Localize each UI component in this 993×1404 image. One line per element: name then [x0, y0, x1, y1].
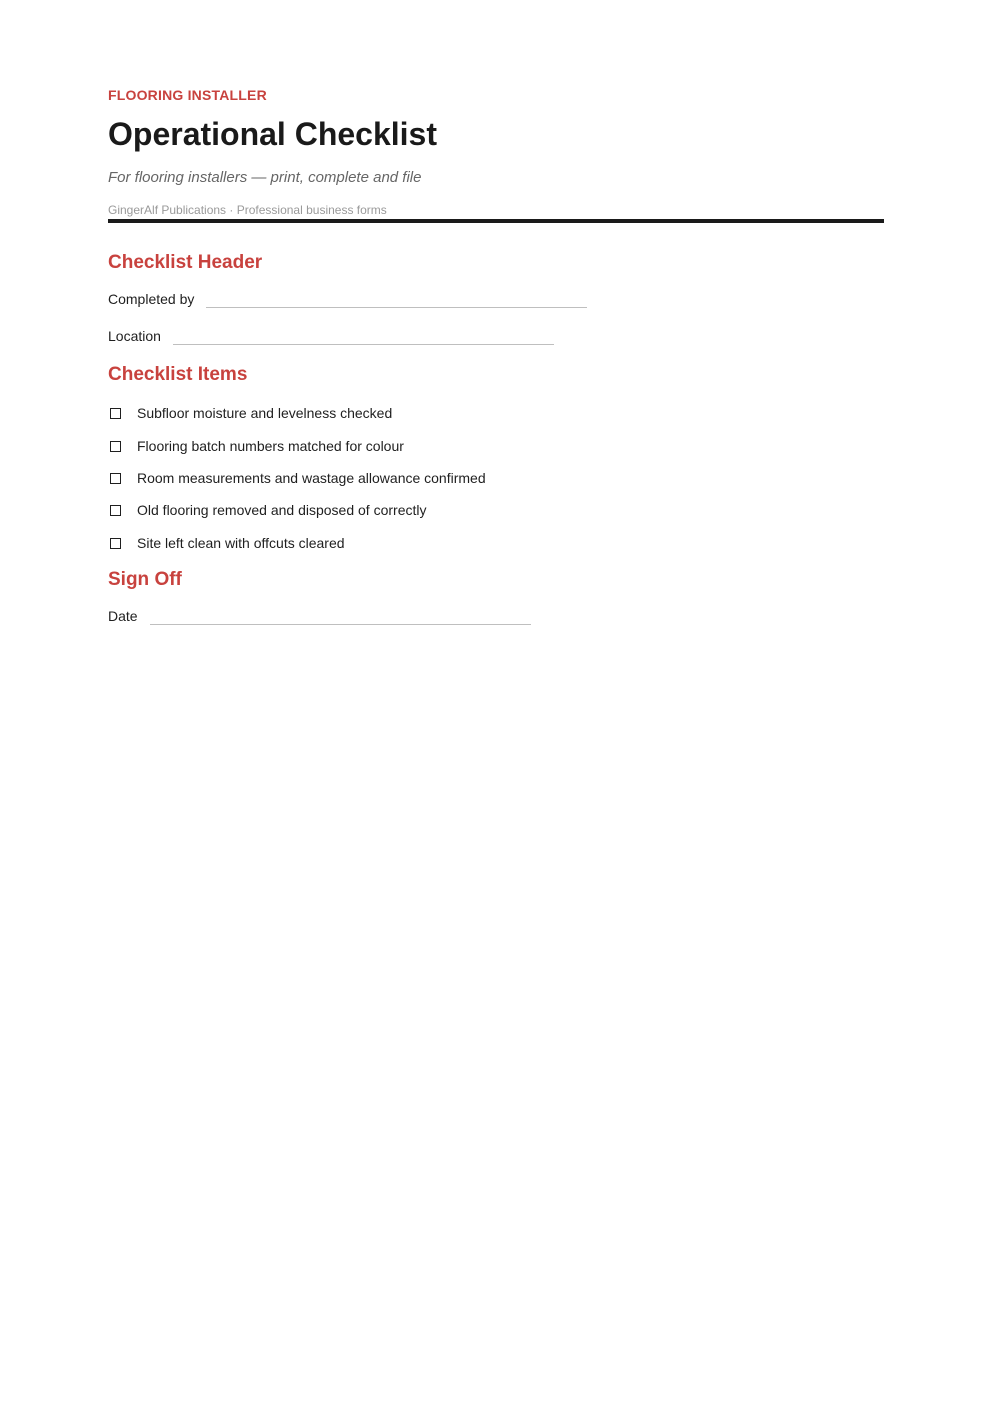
checkbox-icon[interactable]	[110, 505, 121, 516]
section-title-checklist-header: Checklist Header	[108, 252, 263, 273]
field-label: Location	[108, 328, 161, 344]
section-title-sign-off: Sign Off	[108, 569, 182, 590]
checklist-item[interactable]	[108, 469, 486, 487]
checklist-item[interactable]	[108, 534, 345, 552]
page-title: Operational Checklist	[108, 116, 437, 152]
field-label: Date	[108, 608, 138, 624]
field-completed-by	[108, 290, 587, 308]
field-location	[108, 327, 554, 345]
checklist-item-label: Old flooring removed and disposed of correctly	[137, 502, 427, 518]
field-date	[108, 607, 531, 625]
header-divider	[108, 219, 884, 223]
date-input-line[interactable]	[150, 624, 531, 625]
section-title-checklist-items: Checklist Items	[108, 364, 248, 385]
checklist-item-label: Room measurements and wastage allowance confirmed	[137, 470, 486, 486]
checkbox-icon[interactable]	[110, 538, 121, 549]
publisher-line: GingerAlf Publications · Professional business forms	[108, 203, 387, 217]
checklist-item-label: Site left clean with offcuts cleared	[137, 535, 345, 551]
field-label: Completed by	[108, 291, 195, 307]
page-subtitle: For flooring installers — print, complete and file	[108, 169, 422, 186]
checklist-item-label: Flooring batch numbers matched for colour	[137, 438, 404, 454]
checkbox-icon[interactable]	[110, 441, 121, 452]
checklist-item[interactable]	[108, 501, 426, 519]
location-input-line[interactable]	[173, 344, 554, 345]
checklist-item[interactable]	[108, 404, 392, 422]
form-category: FLOORING INSTALLER	[108, 87, 267, 103]
checklist-item-label: Subfloor moisture and levelness checked	[137, 405, 393, 421]
completed-by-input-line[interactable]	[206, 307, 587, 308]
checklist-item[interactable]	[108, 437, 404, 455]
checkbox-icon[interactable]	[110, 408, 121, 419]
checkbox-icon[interactable]	[110, 473, 121, 484]
